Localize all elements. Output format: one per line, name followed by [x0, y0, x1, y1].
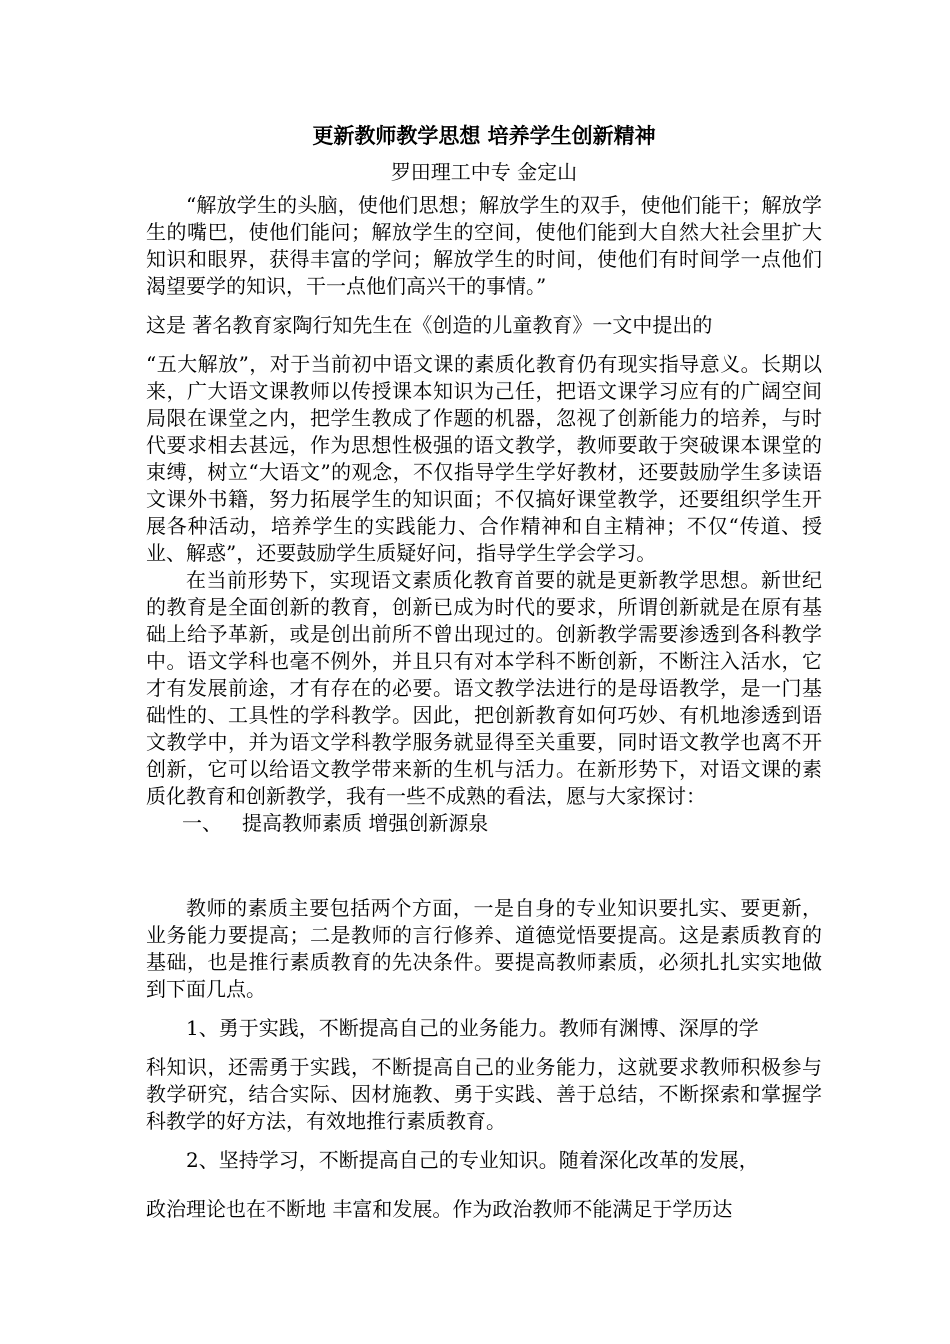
- section-title: 提高教师素质 增强创新源泉: [242, 811, 489, 835]
- document-title: 更新教师教学思想 培养学生创新精神: [312, 124, 656, 148]
- paragraph-2: 在当前形势下，实现语文素质化教育首要的就是更新教学思想。新世纪的教育是全面创新的教育，创新已成为时代的要求，所谓创新就是在原有基础上给予革新，或是创出前所不曾出现过的。创新教学需要渗透到各科教学中。语文学科也毫不例外，并且只有对本学科不断创新，不断注入活水，它才有发展前途，才有存在的必要。语文教学法进行的是母语教学，是一门基础性的、工具性的学科教学。因此，把创新教育如何巧妙、有机地渗透到语文教学中，并为语文学科教学服务就显得至关重要，同时语文教学也离不开创新，它可以给语文教学带来新的生机与活力。在新形势下，对语文课的素质化教育和创新教学，我有一些不成熟的看法，愿与大家探讨：: [146, 568, 822, 808]
- item-2-lead: 2、坚持学习，不断提高自己的专业知识。随着深化改革的发展，: [186, 1148, 759, 1172]
- section-number: 一、: [182, 811, 222, 835]
- paragraph-1: “五大解放”，对于当前初中语文课的素质化教育仍有现实指导意义。长期以来，广大语文课教师以传授课本知识为己任，把语文课学习应有的广阔空间局限在课堂之内，把学生教成了作题的机器，忽视了创新能力的培养，与时代要求相去甚远，作为思想性极强的语文教学，教师要敢于突破课本课堂的束缚，树立“大语文”的观念，不仅指导学生学好教材，还要鼓励学生多读语文课外书籍，努力拓展学生的知识面；不仅搞好课堂教学，还要组织学生开展各种活动，培养学生的实践能力、合作精神和自主精神；不仅“传道、授业、解惑”，还要鼓励学生质疑好问，指导学生学会学习。: [146, 352, 822, 565]
- paragraph-3: 教师的素质主要包括两个方面，一是自身的专业知识要扎实、要更新，业务能力要提高；二是教师的言行修养、道德觉悟要提高。这是素质教育的基础，也是推行素质教育的先决条件。要提高教师素质，必须扎扎实实地做到下面几点。: [146, 896, 822, 1001]
- item-2-body: 政治理论也在不断地 丰富和发展。作为政治教师不能满足于学历达: [146, 1197, 733, 1221]
- quote-source-line: 这是 著名教育家陶行知先生在《创造的儿童教育》一文中提出的: [146, 313, 713, 337]
- author-line: 罗田理工中专 金定山: [390, 160, 578, 184]
- item-1-body: 科知识，还需勇于实践，不断提高自己的业务能力，这就要求教师积极参与教学研究，结合实际、因材施教、勇于实践、善于总结，不断探索和掌握学科教学的好方法，有效地推行素质教育。: [146, 1055, 822, 1133]
- document-body: [146, 118, 822, 1223]
- section-heading-1: [146, 810, 822, 837]
- item-1-lead: 1、勇于实践，不断提高自己的业务能力。教师有渊博、深厚的学: [186, 1016, 759, 1040]
- opening-quote: “解放学生的头脑，使他们思想；解放学生的双手，使他们能干；解放学生的嘴巴，使他们能问；解放学生的空间，使他们能到大自然大社会里扩大知识和眼界，获得丰富的学问；解放学生的时间，使他们有时间学一点他们渴望要学的知识，干一点他们高兴干的事情。”: [146, 193, 822, 298]
